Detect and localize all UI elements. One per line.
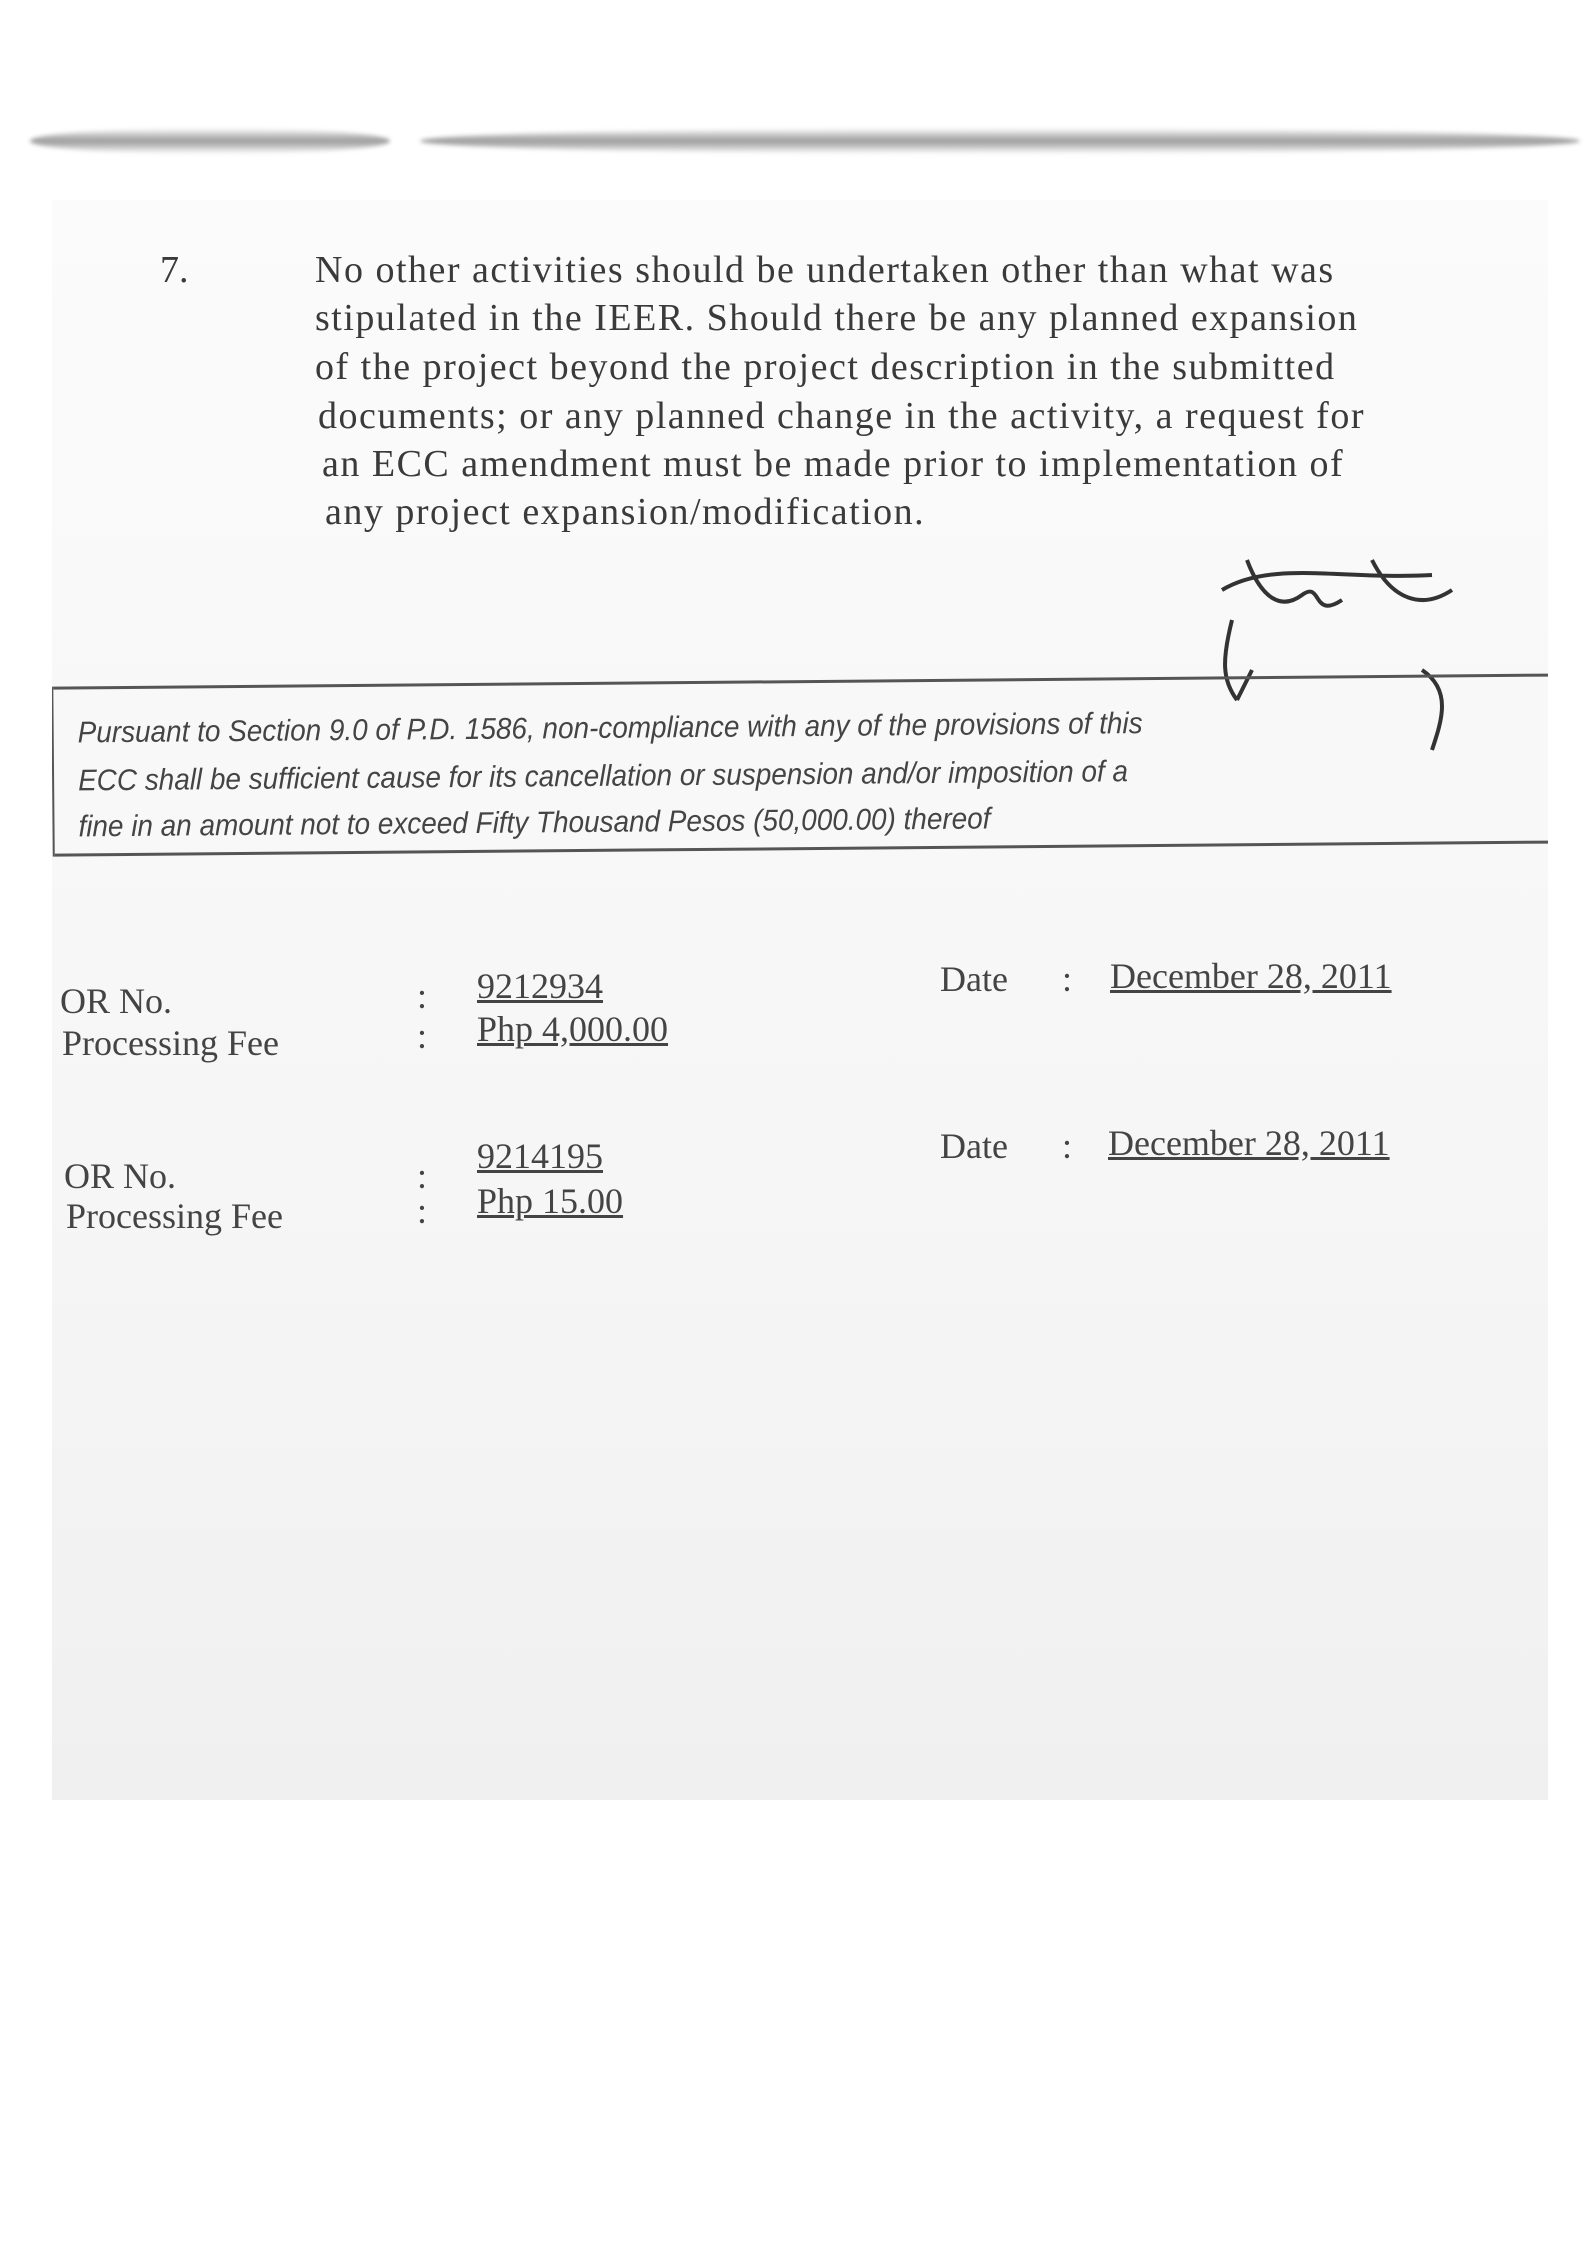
or-label: OR No. <box>60 981 173 1021</box>
fee-value: Php 15.00 <box>477 1181 624 1221</box>
fee-label: Processing Fee <box>62 1023 279 1063</box>
document-page <box>52 200 1548 1800</box>
compliance-notice <box>52 673 1548 856</box>
date-value: December 28, 2011 <box>1110 956 1392 996</box>
item-line: of the project beyond the project description in the submitted <box>315 346 1336 388</box>
scan-artifact <box>30 128 390 154</box>
notice-line: fine in an amount not to exceed Fifty Thousand Pesos (50,000.00) thereof <box>78 802 991 844</box>
item-line: stipulated in the IEER. Should there be any planned expansion <box>315 297 1359 339</box>
notice-line: Pursuant to Section 9.0 of P.D. 1586, non-compliance with any of the provisions of this <box>77 707 1143 750</box>
or-label: OR No. <box>64 1156 177 1196</box>
item-line: any project expansion/modification. <box>325 491 926 533</box>
date-label: Date <box>940 1126 1008 1166</box>
date-value: December 28, 2011 <box>1108 1123 1390 1163</box>
separator: : <box>417 1156 428 1196</box>
item-line: No other activities should be undertaken other than what was <box>315 249 1335 291</box>
date-label: Date <box>940 959 1008 999</box>
or-value: 9214195 <box>477 1136 603 1176</box>
item-number: 7. <box>160 249 189 291</box>
fee-label: Processing Fee <box>66 1196 283 1236</box>
item-line: an ECC amendment must be made prior to implementation of <box>322 443 1345 485</box>
separator: : <box>1062 1126 1073 1166</box>
separator: : <box>1062 959 1073 999</box>
scan-artifact <box>420 128 1580 154</box>
separator: : <box>417 1191 428 1231</box>
notice-line: ECC shall be sufficient cause for its cancellation or suspension and/or imposition of a <box>77 755 1129 798</box>
separator: : <box>417 1016 428 1056</box>
item-line: documents; or any planned change in the activity, a request for <box>318 395 1365 437</box>
or-value: 9212934 <box>477 966 603 1006</box>
separator: : <box>417 976 428 1016</box>
fee-value: Php 4,000.00 <box>477 1009 669 1049</box>
